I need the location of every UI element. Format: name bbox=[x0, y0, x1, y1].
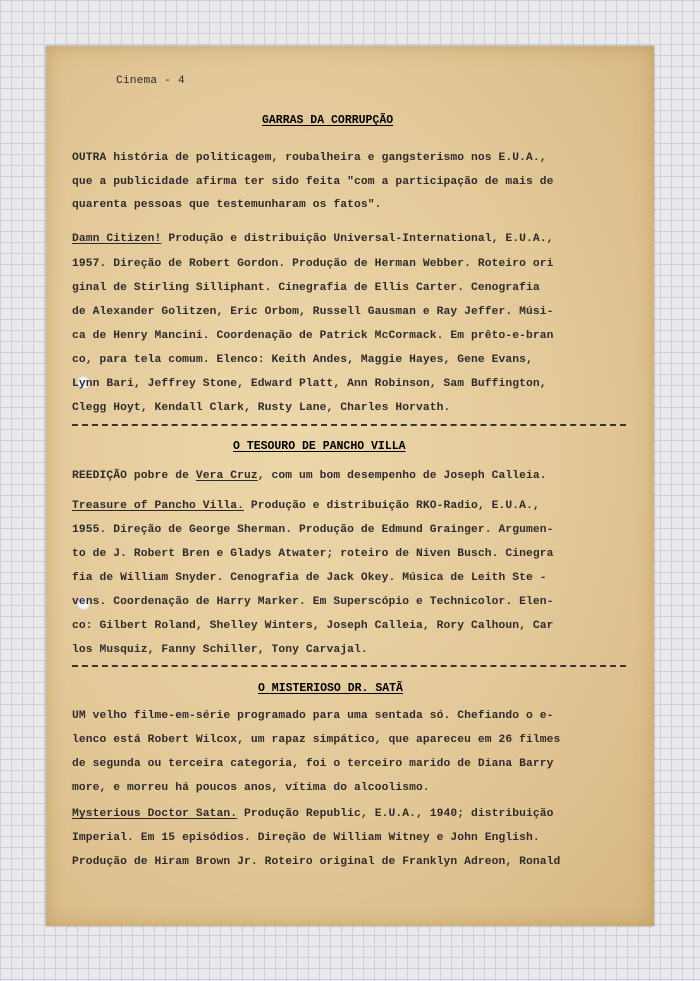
credits-line: co, para tela comum. Elenco: Keith Andes, Maggie Hayes, Gene Evans, bbox=[72, 354, 533, 366]
credits-line: los Musquiz, Fanny Schiller, Tony Carvajal. bbox=[72, 644, 368, 656]
credits-line bbox=[72, 808, 554, 820]
credits-text: Produção e distribuição RKO-Radio, E.U.A., bbox=[243, 500, 540, 512]
review-line: lenco está Robert Wilcox, um rapaz simpático, que apareceu em 26 filmes bbox=[72, 734, 561, 746]
credits-line: fia de William Snyder. Cenografia de Jack Okey. Música de Leith Ste - bbox=[72, 572, 547, 584]
credits-text: Produção Republic, E.U.A., 1940; distribuição bbox=[237, 808, 554, 820]
credits-line bbox=[72, 500, 540, 512]
review-text: REEDIÇÃO pobre de bbox=[72, 470, 196, 482]
credits-line: ginal de Stirling Silliphant. Cinegrafia de Ellis Carter. Cenografia bbox=[72, 282, 540, 294]
credits-line: 1955. Direção de George Sherman. Produção de Edmund Grainger. Argumen- bbox=[72, 524, 554, 536]
credits-line: to de J. Robert Bren e Gladys Atwater; roteiro de Niven Busch. Cinegra bbox=[72, 548, 554, 560]
credits-text: Produção e distribuição Universal-International, E.U.A., bbox=[161, 233, 554, 245]
section-divider bbox=[72, 424, 626, 426]
original-title: Mysterious Doctor Satan. bbox=[72, 808, 238, 820]
review-line: UM velho filme-em-série programado para uma sentada só. Chefiando o e- bbox=[72, 710, 554, 722]
review-text: , com um bom desempenho de Joseph Calleia. bbox=[257, 470, 547, 482]
section-title: GARRAS DA CORRUPÇÃO bbox=[262, 114, 394, 127]
review-line: OUTRA história de politicagem, roubalheira e gangsterismo nos E.U.A., bbox=[72, 152, 547, 164]
review-line bbox=[72, 470, 547, 482]
credits-line: Clegg Hoyt, Kendall Clark, Rusty Lane, Charles Horvath. bbox=[72, 402, 451, 414]
page-header: Cinema - 4 bbox=[116, 75, 185, 87]
film-reference: Vera Cruz bbox=[195, 470, 258, 482]
section-title: O MISTERIOSO DR. SATÃ bbox=[258, 682, 403, 695]
credits-line bbox=[72, 233, 554, 245]
review-line: de segunda ou terceira categoria, foi o terceiro marido de Diana Barry bbox=[72, 758, 554, 770]
credits-line: Produção de Hiram Brown Jr. Roteiro original de Franklyn Adreon, Ronald bbox=[72, 856, 561, 868]
section-divider bbox=[72, 665, 626, 667]
credits-line: co: Gilbert Roland, Shelley Winters, Joseph Calleia, Rory Calhoun, Car bbox=[72, 620, 554, 632]
credits-line: Imperial. Em 15 episódios. Direção de William Witney e John English. bbox=[72, 832, 540, 844]
review-line: more, e morreu há poucos anos, vítima do alcoolismo. bbox=[72, 782, 430, 794]
original-title: Damn Citizen! bbox=[72, 233, 162, 245]
section-title: O TESOURO DE PANCHO VILLA bbox=[233, 440, 406, 453]
credits-line: ca de Henry Mancini. Coordenação de Patrick McCormack. Em prêto-e-bran bbox=[72, 330, 554, 342]
credits-line: Lynn Bari, Jeffrey Stone, Edward Platt, Ann Robinson, Sam Buffington, bbox=[72, 378, 547, 390]
original-title: Treasure of Pancho Villa. bbox=[72, 500, 244, 512]
review-line: quarenta pessoas que testemunharam os fatos". bbox=[72, 199, 382, 211]
credits-line: de Alexander Golitzen, Eric Orbom, Russell Gausman e Ray Jeffer. Músi- bbox=[72, 306, 554, 318]
credits-line: 1957. Direção de Robert Gordon. Produção de Herman Webber. Roteiro ori bbox=[72, 258, 554, 270]
review-line: que a publicidade afirma ter sido feita "com a participação de mais de bbox=[72, 176, 554, 188]
credits-line: vens. Coordenação de Harry Marker. Em Superscópio e Technicolor. Elen- bbox=[72, 596, 554, 608]
